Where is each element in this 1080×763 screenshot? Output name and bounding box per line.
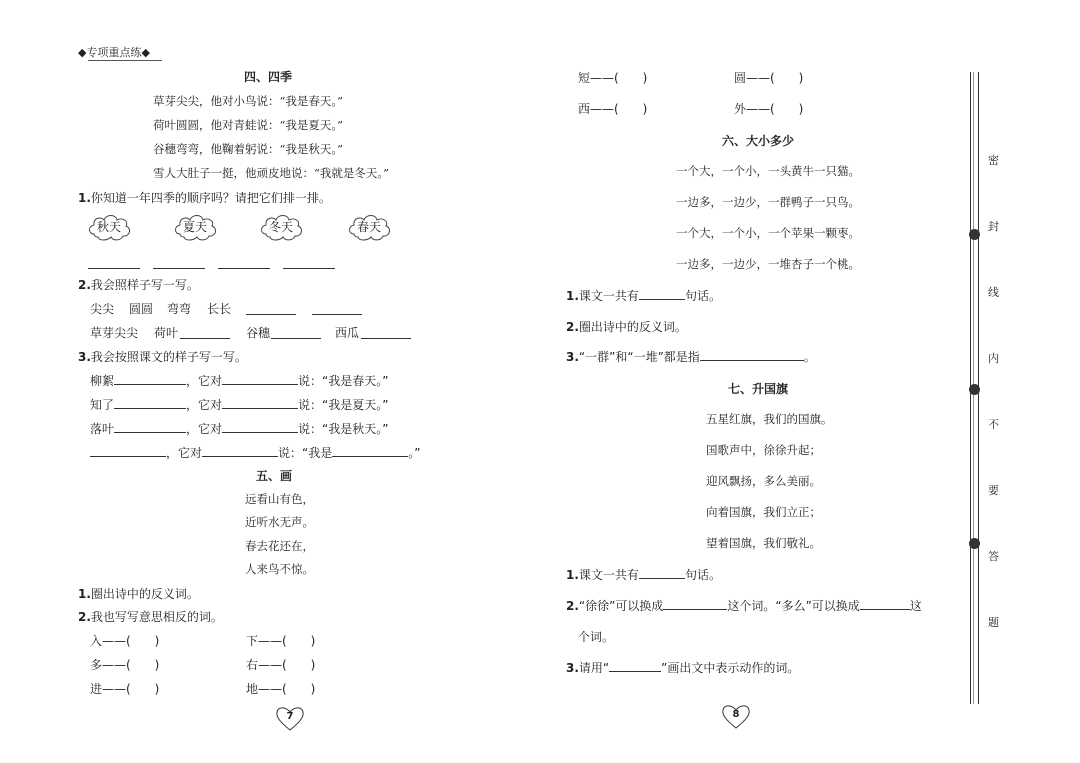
s7-question-1: 1.课文一共有 句话。 xyxy=(566,568,721,582)
answer-blank[interactable] xyxy=(639,566,685,579)
poem-line: 近听水无声。 xyxy=(245,515,314,529)
page-number-text: 7 xyxy=(286,711,294,722)
s7-question-2-cont: 个词。 xyxy=(578,630,615,644)
example-word: 荷叶 xyxy=(154,326,179,340)
answer-blank[interactable] xyxy=(609,659,661,672)
poem-line: 五星红旗，我们的国旗。 xyxy=(706,412,833,426)
opposite-item: 地——( ) xyxy=(246,682,316,696)
cloud-label: 秋天 xyxy=(96,220,121,234)
opposite-item: 短——( ) xyxy=(578,71,648,85)
answer-blank[interactable] xyxy=(180,326,230,339)
seal-char: 不 xyxy=(988,418,999,431)
seal-char: 封 xyxy=(988,220,999,233)
poem-line: 谷穗弯弯，他鞠着躬说：“我是秋天。” xyxy=(153,142,344,156)
fill-row: 落叶 ，它对 说：“我是秋天。” xyxy=(90,422,389,436)
seal-char: 线 xyxy=(988,286,999,299)
answer-blank[interactable] xyxy=(114,396,186,409)
opposite-item: 进——( ) xyxy=(90,682,160,696)
answer-blank[interactable] xyxy=(332,444,408,457)
answer-blank[interactable] xyxy=(222,372,298,385)
opposite-item: 外——( ) xyxy=(734,102,804,116)
section6-title: 六、大小多少 xyxy=(722,134,795,148)
answer-blank[interactable] xyxy=(246,302,296,315)
opposite-item: 右——( ) xyxy=(246,658,316,672)
poem-line: 雪人大肚子一挺，他顽皮地说：“我就是冬天。” xyxy=(153,166,390,180)
seal-char: 内 xyxy=(988,352,999,365)
binding-hole-icon xyxy=(969,384,980,395)
s7-question-3: 3.请用“ ”画出文中表示动作的词。 xyxy=(566,661,800,675)
opposite-item: 多——( ) xyxy=(90,658,160,672)
answer-blank[interactable] xyxy=(700,348,804,361)
answer-blank[interactable] xyxy=(663,597,727,610)
cloud-label: 冬天 xyxy=(268,220,293,234)
page-number-left xyxy=(274,704,306,732)
answer-blank[interactable] xyxy=(114,420,186,433)
cloud-summer xyxy=(172,212,218,242)
cloud-label: 夏天 xyxy=(182,220,207,234)
answer-blank[interactable] xyxy=(639,287,685,300)
binding-hole-icon xyxy=(969,538,980,549)
answer-blank[interactable] xyxy=(222,396,298,409)
poem-line: 一边多，一边少，一堆杏子一个桃。 xyxy=(676,257,860,271)
answer-blank[interactable] xyxy=(860,597,910,610)
seal-char: 密 xyxy=(988,154,999,167)
poem-line: 春去花还在， xyxy=(245,539,314,553)
answer-blank[interactable] xyxy=(218,256,270,269)
example-word: 弯弯 xyxy=(167,302,192,316)
poem-line: 草芽尖尖，他对小鸟说：“我是春天。” xyxy=(153,94,344,108)
poem-line: 一边多，一边少，一群鸭子一只鸟。 xyxy=(676,195,860,209)
answer-blank[interactable] xyxy=(222,420,298,433)
poem-line: 望着国旗，我们敬礼。 xyxy=(706,536,821,550)
answer-blank[interactable] xyxy=(361,326,411,339)
page-number-text: 8 xyxy=(732,709,740,720)
example-word: 谷穗 xyxy=(246,326,271,340)
poem-line: 荷叶圆圆，他对青蛙说：“我是夏天。” xyxy=(153,118,344,132)
example-word: 西瓜 xyxy=(335,326,360,340)
poem-line: 远看山有色， xyxy=(245,492,314,506)
answer-blank[interactable] xyxy=(114,372,186,385)
opposite-item: 圆——( ) xyxy=(734,71,804,85)
cloud-autumn xyxy=(86,212,132,242)
question-3: 3.我会按照课文的样子写一写。 xyxy=(78,350,247,364)
binding-hole-icon xyxy=(969,229,980,240)
opposite-item: 西——( ) xyxy=(578,102,648,116)
fill-row: ，它对 说：“我是 。” xyxy=(90,444,420,461)
poem-line: 一个大，一个小，一个苹果一颗枣。 xyxy=(676,226,860,240)
seal-char: 要 xyxy=(988,484,999,497)
example-word: 圆圆 xyxy=(129,302,154,316)
opposite-item: 下——( ) xyxy=(246,634,316,648)
question-1: 1.你知道一年四季的顺序吗？请把它们排一排。 xyxy=(78,191,331,205)
example-word: 尖尖 xyxy=(90,302,115,316)
answer-blank[interactable] xyxy=(312,302,362,315)
example-word: 草芽尖尖 xyxy=(90,326,139,340)
page-number-right xyxy=(720,702,752,730)
answer-blank[interactable] xyxy=(283,256,335,269)
cloud-spring xyxy=(346,212,392,242)
s5-question-1: 1.圈出诗中的反义词。 xyxy=(78,587,199,601)
answer-blank[interactable] xyxy=(202,444,278,457)
section5-title: 五、画 xyxy=(256,469,293,483)
s6-question-2: 2.圈出诗中的反义词。 xyxy=(566,320,687,334)
poem-line: 一个大，一个小，一头黄牛一只猫。 xyxy=(676,164,860,178)
poem-line: 人来鸟不惊。 xyxy=(245,562,314,576)
answer-blank[interactable] xyxy=(271,326,321,339)
seal-char: 答 xyxy=(988,550,999,563)
header-underline xyxy=(88,60,162,61)
cloud-label: 春天 xyxy=(356,220,381,234)
fill-row: 柳絮 ，它对 说：“我是春天。” xyxy=(90,374,389,388)
poem-line: 迎风飘扬，多么美丽。 xyxy=(706,474,821,488)
section7-title: 七、升国旗 xyxy=(728,382,789,396)
s6-question-1: 1.课文一共有 句话。 xyxy=(566,289,721,303)
fill-row: 知了 ，它对 说：“我是夏天。” xyxy=(90,398,389,412)
section4-title: 四、四季 xyxy=(244,70,293,84)
cloud-winter xyxy=(258,212,304,242)
opposite-item: 入——( ) xyxy=(90,634,160,648)
answer-blank[interactable] xyxy=(153,256,205,269)
s7-question-2: 2.“徐徐”可以换成 这个词。“多么”可以换成 这 xyxy=(566,599,922,613)
example-word: 长长 xyxy=(207,302,232,316)
s6-question-3: 3.“一群”和“一堆”都是指 。 xyxy=(566,350,816,364)
s5-question-2: 2.我也写写意思相反的词。 xyxy=(78,610,223,624)
section-header xyxy=(78,44,150,60)
seal-char: 题 xyxy=(988,616,999,629)
poem-line: 向着国旗，我们立正； xyxy=(706,505,821,519)
poem-line: 国歌声中，徐徐升起； xyxy=(706,443,821,457)
answer-blank[interactable] xyxy=(88,256,140,269)
question-2: 2.我会照样子写一写。 xyxy=(78,278,199,292)
header-text: ◆专项重点练◆ xyxy=(78,46,150,59)
answer-blank[interactable] xyxy=(90,444,166,457)
